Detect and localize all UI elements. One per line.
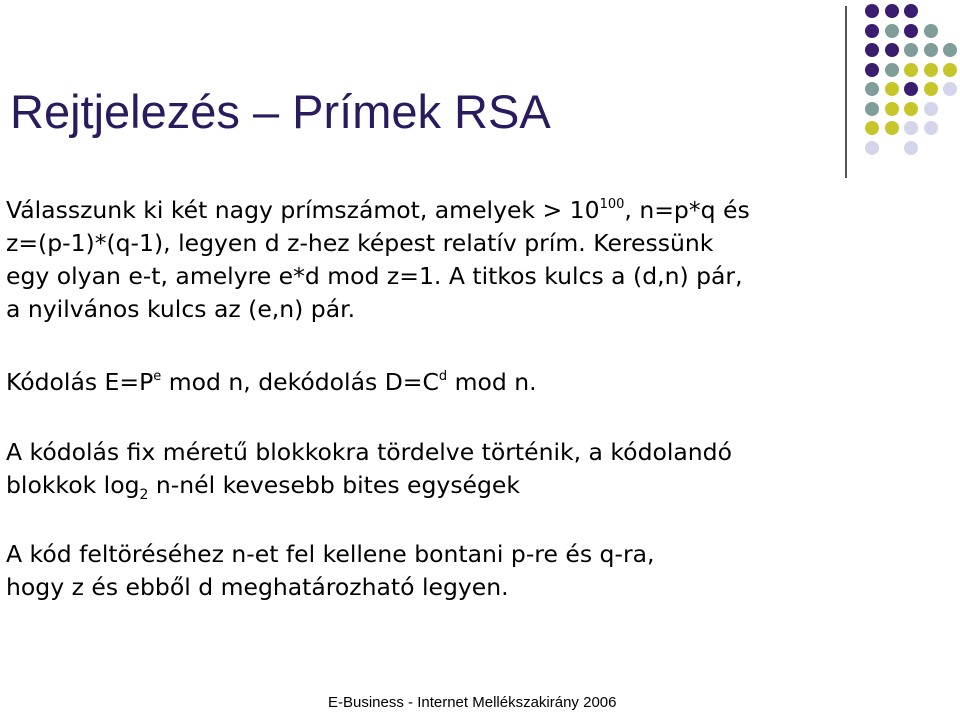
decorative-dot	[885, 63, 899, 77]
decorative-dot	[943, 63, 957, 77]
decorative-dot	[904, 4, 918, 18]
paragraph-rsa-keys	[6, 194, 951, 326]
text-line: egy olyan e-t, amelyre e*d mod z=1. A titkos kulcs a (d,n) pár,	[6, 262, 743, 290]
paragraph-encoding	[6, 366, 951, 399]
decorative-dot	[904, 102, 918, 116]
decorative-dot	[904, 82, 918, 96]
decorative-dot	[885, 4, 899, 18]
text-line: z=(p-1)*(q-1), legyen d z-hez képest relatív prím. Keressünk	[6, 229, 714, 257]
text-line: A kódolás fix méretű blokkokra tördelve történik, a kódolandó	[6, 438, 732, 466]
decorative-dot	[924, 82, 938, 96]
superscript: e	[153, 369, 162, 384]
superscript: 100	[599, 197, 625, 212]
paragraph-blocks	[6, 436, 951, 502]
decorative-dot	[865, 141, 879, 155]
decorative-dot	[924, 121, 938, 135]
text-segment: , n=p*q és	[624, 196, 750, 224]
decorative-dot	[865, 24, 879, 38]
decorative-dot	[865, 82, 879, 96]
decorative-dot	[885, 121, 899, 135]
subscript: 2	[139, 487, 149, 503]
decorative-dot	[865, 43, 879, 57]
decorative-dot	[924, 63, 938, 77]
text-segment: mod n, dekódolás D=C	[161, 368, 439, 396]
decorative-dot	[904, 141, 918, 155]
decorative-dot	[924, 24, 938, 38]
decorative-dot	[904, 63, 918, 77]
slide-title: Rejtjelezés – Prímek RSA	[10, 85, 551, 138]
text-line	[6, 366, 951, 399]
decorative-dot	[943, 43, 957, 57]
text-line: hogy z és ebből d meghatározható legyen.	[6, 573, 509, 601]
decorative-dot	[865, 4, 879, 18]
decorative-dot	[865, 121, 879, 135]
decorative-dot	[943, 82, 957, 96]
decorative-dot	[904, 121, 918, 135]
text-segment: Válasszunk ki két nagy prímszámot, amelyek > 10	[6, 196, 600, 224]
text-segment: n-nél kevesebb bites egységek	[148, 471, 520, 499]
text-line	[6, 194, 951, 227]
text-segment: blokkok log	[6, 471, 140, 499]
vertical-divider	[845, 6, 847, 178]
decorative-dot	[885, 102, 899, 116]
paragraph-cracking	[6, 538, 951, 604]
superscript: d	[438, 369, 448, 384]
slide-footer: E-Business - Internet Mellékszakirány 2006	[328, 694, 617, 711]
decorative-dot	[904, 24, 918, 38]
text-segment: Kódolás E=P	[6, 368, 154, 396]
decorative-dot	[885, 82, 899, 96]
decorative-dot	[885, 24, 899, 38]
decorative-dot	[885, 43, 899, 57]
decorative-dot	[865, 102, 879, 116]
text-segment: mod n.	[447, 368, 537, 396]
text-line: A kód feltöréséhez n-et fel kellene bontani p-re és q-ra,	[6, 540, 655, 568]
text-line: a nyilvános kulcs az (e,n) pár.	[6, 295, 356, 323]
decorative-dot	[924, 43, 938, 57]
decorative-dot	[865, 63, 879, 77]
decorative-dot	[904, 43, 918, 57]
decorative-dot	[924, 102, 938, 116]
text-line	[6, 469, 951, 502]
